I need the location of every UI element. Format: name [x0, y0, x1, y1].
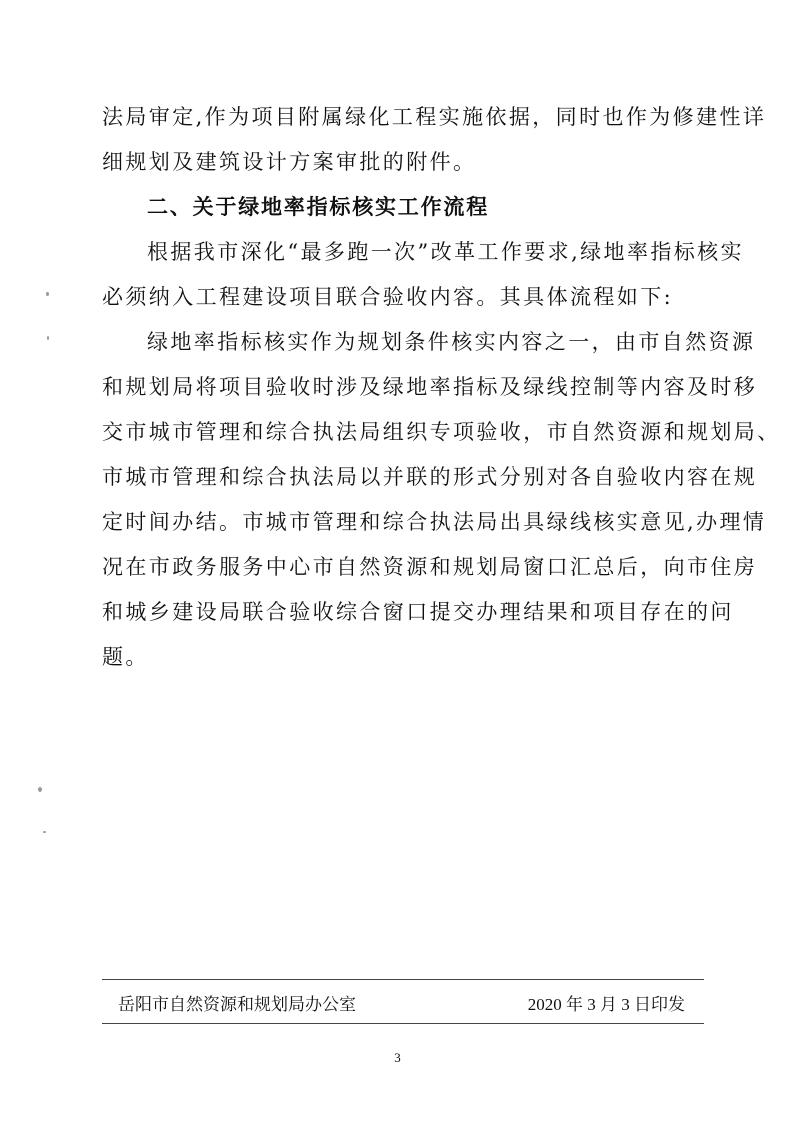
footer-top-rule [102, 979, 704, 980]
scan-speck [47, 336, 49, 340]
body-line-7: 交市城市管理和综合执法局组织专项验收，市自然资源和规划局、 [102, 420, 781, 444]
scan-speck [38, 787, 42, 792]
footer-issue-date: 2020 年 3 月 3 日印发 [527, 995, 685, 1014]
body-line-11: 和城乡建设局联合验收综合窗口提交办理结果和项目存在的问 [102, 600, 734, 624]
body-line-3: 根据我市深化“最多跑一次”改革工作要求,绿地率指标核实 [147, 240, 744, 264]
section-heading: 二、关于绿地率指标核实工作流程 [147, 195, 489, 219]
body-line-9: 定时间办结。市城市管理和综合执法局出具绿线核实意见,办理情 [102, 510, 767, 534]
footer-bottom-rule [102, 1023, 704, 1024]
body-line-10: 况在市政务服务中心市自然资源和规划局窗口汇总后，向市住房 [102, 555, 758, 579]
body-line-8: 市城市管理和综合执法局以并联的形式分别对各自验收内容在规 [102, 465, 758, 489]
body-line-1: 法局审定,作为项目附属绿化工程实施依据，同时也作为修建性详 [102, 105, 767, 129]
scan-speck [46, 292, 49, 296]
body-line-6: 和规划局将项目验收时涉及绿地率指标及绿线控制等内容及时移 [102, 375, 758, 399]
page-number: 3 [394, 1050, 401, 1065]
body-line-12: 题。 [102, 645, 149, 669]
body-line-2: 细规划及建筑设计方案审批的附件。 [102, 150, 477, 174]
body-line-4: 必须纳入工程建设项目联合验收内容。其具体流程如下: [102, 285, 674, 309]
footer-issuer: 岳阳市自然资源和规划局办公室 [118, 995, 356, 1014]
body-line-5: 绿地率指标核实作为规划条件核实内容之一，由市自然资源 [147, 330, 756, 354]
scan-speck [43, 831, 46, 833]
